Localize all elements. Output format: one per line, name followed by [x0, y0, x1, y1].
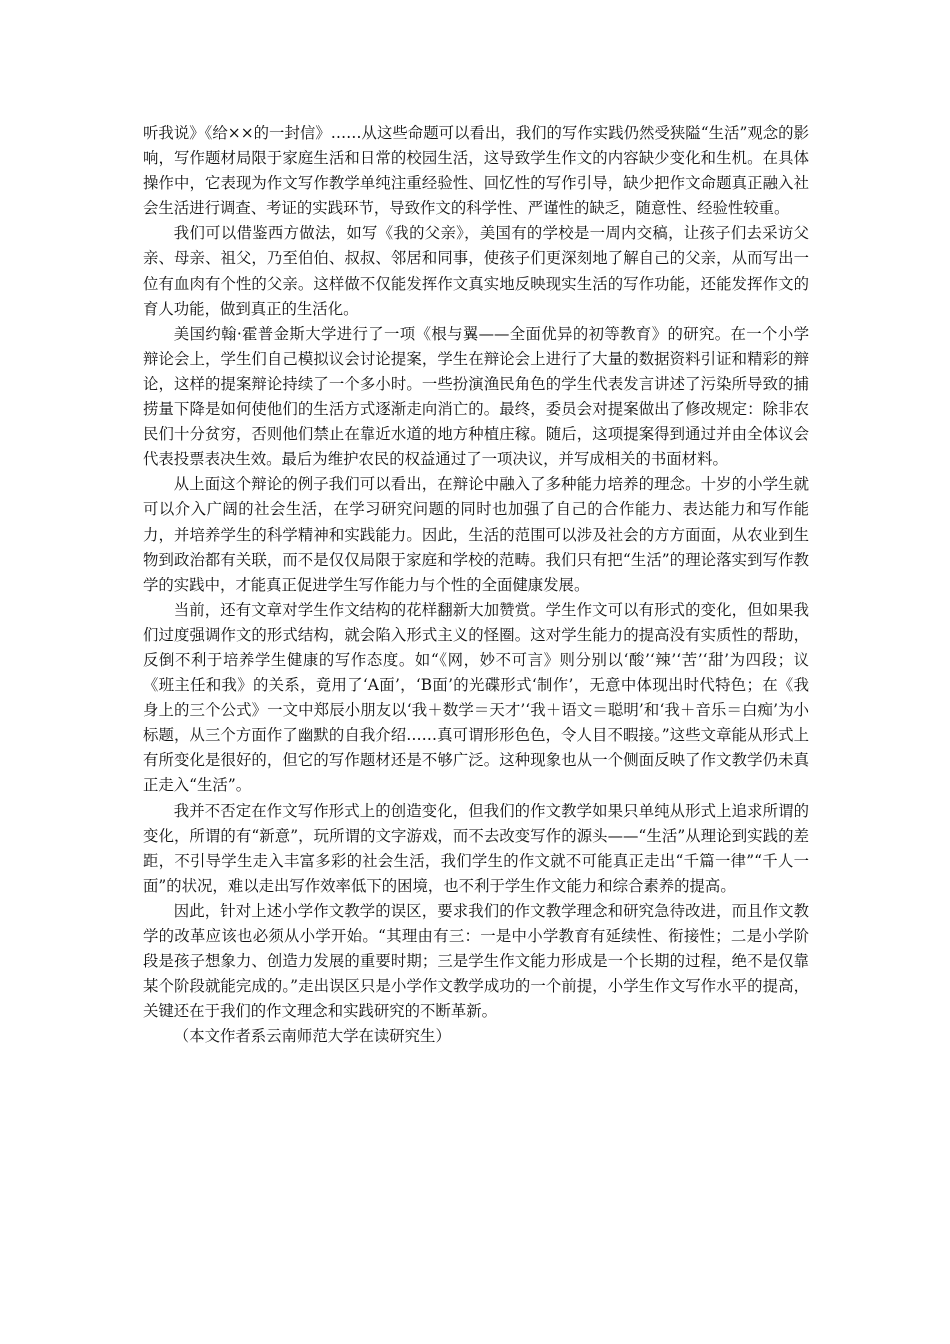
paragraph-conclusion: 因此，针对上述小学作文教学的误区，要求我们的作文教学理念和研究急待改进，而且作文教学的改革应该也必须从小学开始。“其理由有三：一是中小学教育有延续性、衔接性；二是小学阶段是孩子想象力、创造力发展的重要时期；三是学生作文能力形成是一个长期的过程，绝不是仅靠某个阶段就能完成的。”走出误区只是小学作文教学成功的一个前提，小学生作文写作水平的提高，关键还在于我们的作文理念和实践研究的不断革新。: [143, 901, 809, 1021]
paragraph-creative-change: 我并不否定在作文写作形式上的创造变化，但我们的作文教学如果只单纯从形式上追求所谓的变化，所谓的有“新意”，玩所谓的文字游戏，而不去改变写作的源头——“生活”从理论到实践的差距，不引导学生走入丰富多彩的社会生活，我们学生的作文就不可能真正走出“千篇一律”“千人一面”的状况，难以走出写作效率低下的困境，也不利于学生作文能力和综合素养的提高。: [143, 801, 809, 895]
paragraph-debate-analysis: 从上面这个辩论的例子我们可以看出，在辩论中融入了多种能力培养的理念。十岁的小学生就可以介入广阔的社会生活，在学习研究问题的同时也加强了自己的合作能力、表达能力和写作能力，并培养学生的科学精神和实践能力。因此，生活的范围可以涉及社会的方方面面，从农业到生物到政治都有关联，而不是仅仅局限于家庭和学校的范畴。我们只有把“生活”的理论落实到写作教学的实践中，才能真正促进学生写作能力与个性的全面健康发展。: [143, 475, 809, 594]
paragraph-form-structure: 当前，还有文章对学生作文结构的花样翻新大加赞赏。学生作文可以有形式的变化，但如果我们过度强调作文的形式结构，就会陷入形式主义的怪圈。这对学生能力的提高没有实质性的帮助，反倒不利于培养学生健康的写作态度。如“《网，妙不可言》则分别以‘酸’‘辣’‘苦’‘甜’为四段；议《班主任和我》的关系，竟用了‘A面’，‘B面’的光碟形式‘制作’，无意中体现出时代特色；在《我身上的三个公式》一文中郑辰小朋友以‘我＋数学＝天才’‘我＋语文＝聪明’和‘我＋音乐＝白痴’为小标题，从三个方面作了幽默的自我介绍……真可谓形形色色，令人目不暇接。”这些文章能从形式上有所变化是很好的，但它的写作题材还是不够广泛。这种现象也从一个侧面反映了作文教学仍未真正走入“生活”。: [143, 600, 809, 795]
paragraph-continuation: 听我说》《给××的一封信》……从这些命题可以看出，我们的写作实践仍然受狭隘“生活”观念的影响，写作题材局限于家庭生活和日常的校园生活，这导致学生作文的内容缺少变化和生机。在具体操作中，它表现为作文写作教学单纯注重经验性、回忆性的写作引导，缺少把作文命题真正融入社会生活进行调查、考证的实践环节，导致作文的科学性、严谨性的缺乏，随意性、经验性较重。: [143, 124, 809, 218]
paragraph-western-example: 我们可以借鉴西方做法，如写《我的父亲》，美国有的学校是一周内交稿，让孩子们去采访父亲、母亲、祖父，乃至伯伯、叔叔、邻居和同事，使孩子们更深刻地了解自己的父亲，从而写出一位有血肉有个性的父亲。这样做不仅能发挥作文真实地反映现实生活的写作功能，还能发挥作文的育人功能，做到真正的生活化。: [143, 224, 809, 318]
author-note: （本文作者系云南师范大学在读研究生）: [173, 1027, 451, 1046]
article-body: [143, 121, 809, 1049]
paragraph-johns-hopkins-study: 美国约翰·霍普金斯大学进行了一项《根与翼——全面优异的初等教育》的研究。在一个小学辩论会上，学生们自己模拟议会讨论提案，学生在辩论会上进行了大量的数据资料引证和精彩的辩论，这样的提案辩论持续了一个多小时。一些扮演渔民角色的学生代表发言讲述了污染所导致的捕捞量下降是如何使他们的生活方式逐渐走向消亡的。最终，委员会对提案做出了修改规定：除非农民们十分贫穷，否则他们禁止在靠近水道的地方种植庄稼。随后，这项提案得到通过并由全体议会代表投票表决生效。最后为维护农民的权益通过了一项决议，并写成相关的书面材料。: [143, 324, 809, 469]
